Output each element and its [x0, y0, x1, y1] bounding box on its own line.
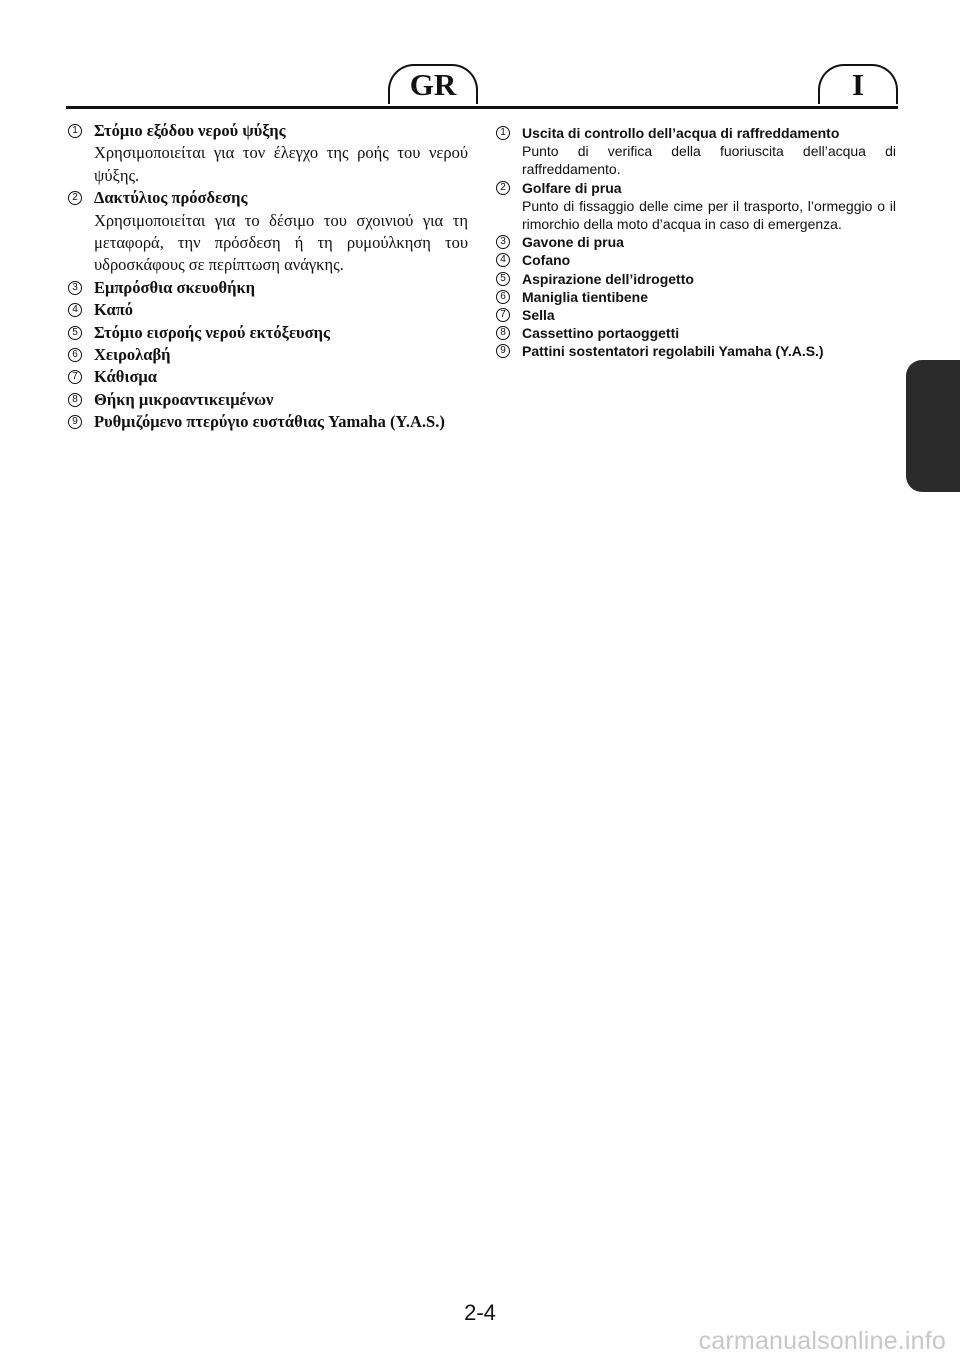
language-label-i: I: [851, 67, 865, 102]
callout-number: 1: [496, 126, 510, 140]
callout-number: 8: [68, 393, 82, 407]
list-item: [66, 389, 468, 411]
callout-number: 1: [68, 124, 82, 138]
list-item: [494, 251, 896, 269]
item-title: Καπό: [94, 300, 134, 320]
item-title: Maniglia tientibene: [522, 288, 649, 305]
callout-number: 6: [68, 348, 82, 362]
list-item: [494, 342, 896, 360]
page-header: [66, 64, 898, 110]
list-item: [66, 277, 468, 299]
callout-number: 7: [68, 370, 82, 384]
callout-number: 3: [496, 235, 510, 249]
chapter-thumb-tab: [906, 360, 960, 492]
list-item: [66, 344, 468, 366]
item-title: Cassettino portaoggetti: [522, 325, 680, 342]
callout-number: 3: [68, 281, 82, 295]
item-title: Sella: [522, 307, 555, 324]
item-title: Στόμιο εξόδου νερού ψύξης: [94, 121, 286, 140]
item-title: Pattini sostentatori regolabili Yamaha (Y.A.S.): [522, 343, 824, 360]
list-item: [494, 124, 896, 179]
item-title: Εμπρόσθια σκευοθήκη: [94, 277, 256, 297]
list-item: [66, 299, 468, 321]
callout-number: 5: [68, 326, 82, 340]
callout-number: 8: [496, 326, 510, 340]
language-tab-gr: [388, 64, 478, 104]
callout-number: 7: [496, 308, 510, 322]
language-label-gr: GR: [409, 67, 457, 102]
callout-number: 2: [68, 191, 82, 205]
item-title: Θήκη μικροαντικειμένων: [94, 389, 274, 409]
item-title: Χειρολαβή: [94, 345, 171, 365]
language-tab-i: [818, 64, 898, 104]
list-item: [494, 233, 896, 251]
greek-column: [66, 120, 468, 434]
list-item: [494, 306, 896, 324]
item-title: Uscita di controllo dell’acqua di raffreddamento: [522, 125, 840, 141]
list-item: [494, 324, 896, 342]
item-title: Δακτύλιος πρόσδεσης: [94, 188, 248, 208]
list-item: [66, 120, 468, 187]
item-description: Χρησιμοποιείται για το δέσιμο του σχοινιού για τη μεταφορά, την πρόσδεση ή τη ρυμούλκηση του υδροσκάφους σε περίπτωση ανάγκης.: [94, 210, 468, 275]
callout-number: 4: [68, 303, 82, 317]
item-description: Χρησιμοποιείται για τον έλεγχο της ροής του νερού ψύξης.: [94, 143, 468, 185]
callout-number: 5: [496, 272, 510, 286]
list-item: [66, 322, 468, 344]
callout-number: 2: [496, 181, 510, 195]
callout-number: 9: [496, 344, 510, 358]
callout-number: 6: [496, 290, 510, 304]
watermark: carmanualsonline.info: [698, 1327, 946, 1355]
item-title: Κάθισμα: [94, 367, 157, 387]
list-item: [66, 411, 468, 433]
list-item: [66, 187, 468, 277]
list-item: [494, 179, 896, 234]
item-title: Ρυθμιζόμενο πτερύγιο ευστάθιας Yamaha (Y.A.S.): [94, 412, 445, 432]
list-item: [494, 270, 896, 288]
list-item: [66, 366, 468, 388]
callout-number: 9: [68, 415, 82, 429]
callout-number: 4: [496, 253, 510, 267]
item-title: Gavone di prua: [522, 234, 624, 251]
item-title: Golfare di prua: [522, 179, 622, 196]
item-title: Cofano: [522, 252, 571, 269]
item-description: Punto di fissaggio delle cime per il trasporto, l’ormeggio o il rimorchio della moto d’acqua in caso di emergenza.: [522, 197, 896, 233]
header-rule: [66, 106, 898, 109]
item-description: Punto di verifica della fuoriuscita dell’acqua di raffreddamento.: [522, 143, 896, 178]
item-title: Στόμιο εισροής νερού εκτόξευσης: [94, 322, 330, 342]
list-item: [494, 288, 896, 306]
item-title: Aspirazione dell’idrogetto: [522, 270, 694, 287]
italian-column: [494, 124, 896, 361]
page-number: 2-4: [464, 1300, 496, 1325]
